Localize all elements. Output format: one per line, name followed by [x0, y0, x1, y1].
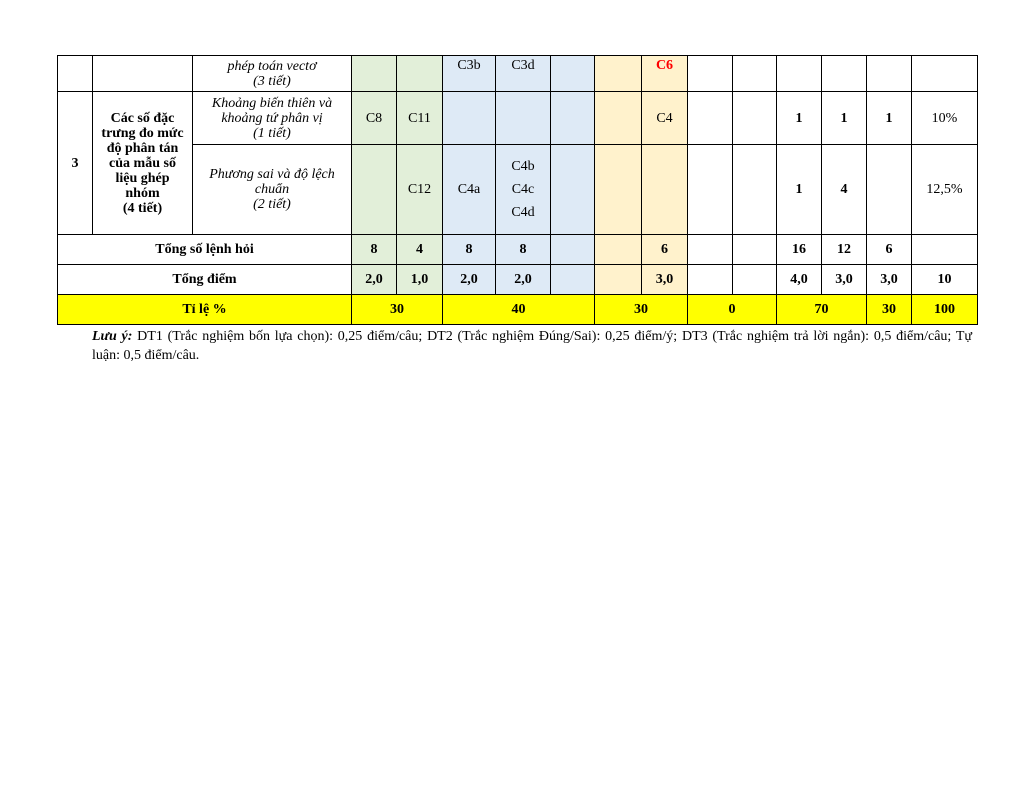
ratio-label: Tỉ lệ % — [58, 295, 352, 325]
lesson-range-quartile: Khoảng biến thiên và khoảng tứ phân vị (1 tiết) — [193, 92, 352, 145]
footnote-label: Lưu ý: — [92, 329, 133, 344]
row-total-points — [58, 265, 978, 295]
cell-empty — [912, 235, 978, 265]
cell-value: 2,0 — [496, 265, 551, 295]
lesson-variance-stddev: Phương sai và độ lệch chuẩn (2 tiết) — [193, 145, 352, 235]
cell-c11: C11 — [397, 92, 443, 145]
cell-empty — [496, 92, 551, 145]
footnote-text: DT1 (Trắc nghiệm bốn lựa chọn): 0,25 điểm/câu; DT2 (Trắc nghiệm Đúng/Sai): 0,25 điểm/ý; DT3 (Trắc nghiệm trả lời ngắn): 0,5 điểm/câu; Tự luận: 0,5 điểm/câu. — [92, 329, 972, 363]
ratio-dt1: 30 — [352, 295, 443, 325]
cell-empty — [777, 56, 822, 92]
row-total-commands — [58, 235, 978, 265]
cell-c4bcd — [496, 145, 551, 235]
cell-total-2: 1 — [822, 92, 867, 145]
total-commands-label: Tổng số lệnh hỏi — [58, 235, 352, 265]
cell-total-1: 1 — [777, 92, 822, 145]
row-ratio — [58, 295, 978, 325]
cell-empty — [595, 265, 642, 295]
cell-empty — [352, 145, 397, 235]
cell-value: 6 — [642, 235, 688, 265]
cell-total-3: 1 — [867, 92, 912, 145]
cell-value: 3,0 — [642, 265, 688, 295]
cell-empty — [733, 145, 777, 235]
cell-value: 4 — [397, 235, 443, 265]
cell-empty — [733, 235, 777, 265]
cell-empty — [595, 235, 642, 265]
cell-value: 8 — [496, 235, 551, 265]
cell-empty — [397, 56, 443, 92]
cell-value: 10 — [912, 265, 978, 295]
cell-empty — [688, 235, 733, 265]
row-variance-stddev — [58, 145, 978, 235]
ratio-essay: 0 — [688, 295, 777, 325]
cell-empty — [595, 92, 642, 145]
cell-empty — [551, 92, 595, 145]
ratio-total: 100 — [912, 295, 978, 325]
footnote — [92, 327, 972, 365]
cell-c4a: C4a — [443, 145, 496, 235]
cell-value: 2,0 — [443, 265, 496, 295]
cell-empty — [867, 56, 912, 92]
cell-value: 2,0 — [352, 265, 397, 295]
row-range-quartile — [58, 92, 978, 145]
cell-total-2: 4 — [822, 145, 867, 235]
cell-empty — [551, 235, 595, 265]
ratio-t12: 70 — [777, 295, 867, 325]
cell-c4: C4 — [642, 92, 688, 145]
cell-value: 12 — [822, 235, 867, 265]
cell-empty — [93, 56, 193, 92]
cell-empty — [867, 145, 912, 235]
cell-value: 1,0 — [397, 265, 443, 295]
ratio-dt2: 40 — [443, 295, 595, 325]
cell-c4d: C4d — [511, 205, 535, 220]
cell-value: 16 — [777, 235, 822, 265]
cell-value: 6 — [867, 235, 912, 265]
ratio-t3: 30 — [867, 295, 912, 325]
total-points-label: Tổng điểm — [58, 265, 352, 295]
cell-c6: C6 — [642, 56, 688, 92]
cell-empty — [352, 56, 397, 92]
cell-empty — [551, 265, 595, 295]
cell-c3b: C3b — [443, 56, 496, 92]
cell-value: 3,0 — [867, 265, 912, 295]
cell-empty — [58, 56, 93, 92]
cell-empty — [688, 92, 733, 145]
cell-value: 8 — [443, 235, 496, 265]
cell-empty — [642, 145, 688, 235]
lesson-vector-ops: phép toán vectơ (3 tiết) — [193, 56, 352, 92]
cell-empty — [733, 265, 777, 295]
cell-empty — [733, 92, 777, 145]
cell-c4c: C4c — [511, 182, 535, 197]
cell-empty — [551, 56, 595, 92]
cell-empty — [551, 145, 595, 235]
topic-name: Các số đặc trưng đo mức độ phân tán của mẫu số liệu ghép nhóm (4 tiết) — [93, 92, 193, 235]
cell-empty — [595, 56, 642, 92]
row-vector-ops — [58, 56, 978, 92]
cell-c4b: C4b — [511, 159, 535, 174]
cell-empty — [912, 56, 978, 92]
cell-empty — [688, 56, 733, 92]
cell-empty — [688, 265, 733, 295]
cell-total-1: 1 — [777, 145, 822, 235]
cell-empty — [733, 56, 777, 92]
cell-ratio: 12,5% — [912, 145, 978, 235]
cell-empty — [595, 145, 642, 235]
cell-empty — [443, 92, 496, 145]
cell-c12: C12 — [397, 145, 443, 235]
cell-empty — [822, 56, 867, 92]
topic-number: 3 — [58, 92, 93, 235]
cell-empty — [688, 145, 733, 235]
cell-ratio: 10% — [912, 92, 978, 145]
cell-value: 8 — [352, 235, 397, 265]
matrix-table — [57, 55, 978, 325]
cell-c8: C8 — [352, 92, 397, 145]
cell-value: 4,0 — [777, 265, 822, 295]
cell-value: 3,0 — [822, 265, 867, 295]
ratio-dt3: 30 — [595, 295, 688, 325]
cell-c3d: C3d — [496, 56, 551, 92]
